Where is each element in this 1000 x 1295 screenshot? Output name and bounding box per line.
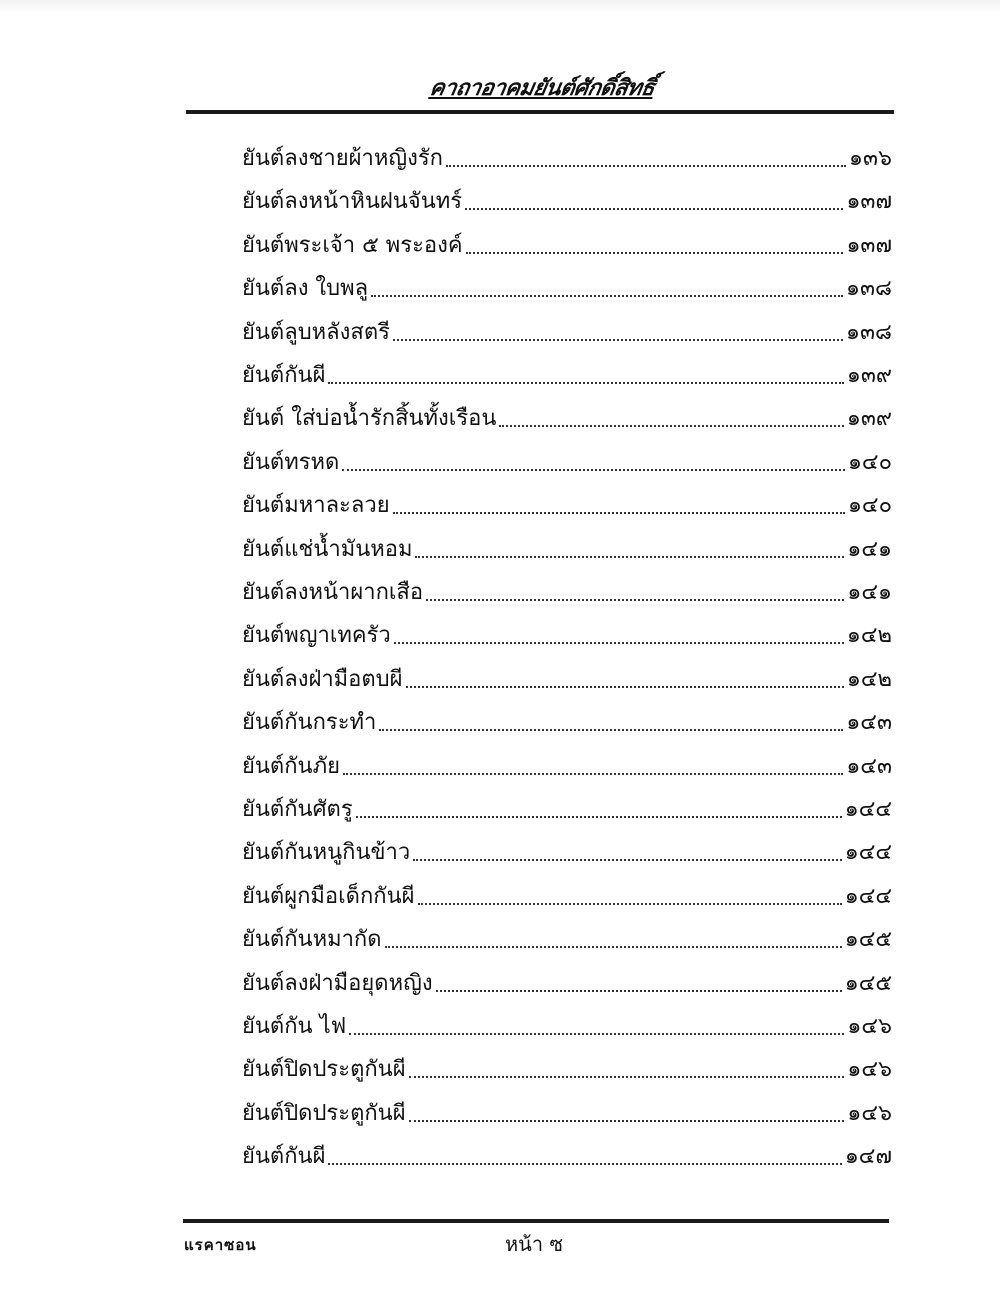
toc-dot-leader	[343, 773, 843, 775]
toc-dot-leader	[465, 208, 843, 210]
toc-dot-leader	[409, 1120, 845, 1122]
toc-entry	[242, 442, 892, 478]
toc-entry	[242, 615, 892, 651]
toc-entry-title: ยันต์กันกระทำ	[242, 710, 377, 736]
toc-entry-title: ยันต์ทรหด	[242, 449, 340, 475]
footer-rule	[183, 1219, 889, 1223]
toc-dot-leader	[415, 556, 844, 558]
toc-entry-title: ยันต์กันภัย	[242, 753, 340, 779]
toc-entry-title: ยันต์ลงหน้าหินฝนจันทร์	[242, 189, 463, 215]
toc-entry	[242, 963, 892, 999]
toc-entry-page: ๑๔๖	[847, 1057, 892, 1083]
toc-entry-page: ๑๔๕	[844, 927, 892, 953]
toc-entry-page: ๑๔๔	[844, 840, 892, 866]
toc-dot-leader	[466, 252, 844, 254]
toc-entry	[242, 312, 892, 348]
toc-entry	[242, 1006, 892, 1042]
toc-entry-title: ยันต์กันหมากัด	[242, 927, 382, 953]
toc-entry-title: ยันต์กันผี	[242, 363, 326, 388]
toc-entry-title: ยันต์ปิดประตูกันผี	[242, 1100, 406, 1126]
toc-entry	[242, 832, 892, 868]
toc-dot-leader	[393, 339, 843, 341]
toc-entry-title: ยันต์พระเจ้า ๕ พระองค์	[242, 232, 463, 258]
toc-entry	[242, 138, 892, 174]
toc-entry-title: ยันต์ผูกมือเด็กกันผี	[242, 883, 415, 909]
toc-entry-title: ยันต์กัน ไฟ	[242, 1014, 347, 1039]
toc-entry	[242, 746, 892, 782]
toc-entry	[242, 1049, 892, 1085]
toc-entry	[242, 529, 892, 565]
toc-entry-page: ๑๔๓	[846, 753, 892, 779]
toc-dot-leader	[418, 903, 842, 905]
toc-entry-title: ยันต์ ใส่บ่อน้ำรักสิ้นทั้งเรือน	[242, 406, 497, 432]
toc-entry	[242, 268, 892, 304]
toc-dot-leader	[356, 816, 842, 818]
toc-entry-page: ๑๔๕	[844, 970, 892, 996]
toc-entry-page: ๑๔๗	[844, 1144, 892, 1170]
toc-entry-page: ๑๔๐	[847, 493, 892, 519]
toc-entry-page: ๑๓๙	[846, 363, 892, 388]
toc-entry	[242, 1136, 892, 1172]
toc-dot-leader	[394, 642, 844, 644]
toc-entry-page: ๑๔๔	[844, 883, 892, 909]
toc-dot-leader	[413, 859, 842, 861]
publisher-logo: แรคาซอน	[184, 1236, 257, 1254]
toc-entry-page: ๑๔๖	[847, 1100, 892, 1126]
toc-entry	[242, 398, 892, 434]
toc-entry-page: ๑๔๒	[846, 623, 892, 649]
toc-entry	[242, 1093, 892, 1129]
toc-entry-title: ยันต์ปิดประตูกันผี	[242, 1057, 406, 1083]
toc-entry	[242, 181, 892, 217]
toc-entry-page: ๑๔๑	[847, 536, 892, 562]
toc-dot-leader	[385, 946, 842, 948]
toc-entry-page: ๑๓๗	[846, 189, 892, 215]
toc-dot-leader	[393, 512, 845, 514]
toc-entry-title: ยันต์กันศัตรู	[242, 797, 353, 822]
toc-entry-page: ๑๔๓	[846, 710, 892, 736]
toc-entry-title: ยันต์พญาเทครัว	[242, 623, 391, 649]
toc-entry-title: ยันต์แช่น้ำมันหอม	[242, 536, 413, 562]
toc-entry-title: ยันต์กันหนูกินข้าว	[242, 840, 411, 866]
toc-entry-page: ๑๓๗	[846, 232, 892, 258]
toc-entry-page: ๑๓๖	[849, 146, 892, 171]
toc-entry	[242, 355, 892, 391]
page-number-label: หน้า ซ	[505, 1232, 564, 1256]
book-title-header: คาถาอาคมยันต์ศักดิ์สิทธิ์	[427, 75, 657, 101]
toc-dot-leader	[342, 469, 845, 471]
toc-dot-leader	[371, 295, 843, 297]
toc-entry-title: ยันต์กันผี	[242, 1144, 326, 1170]
toc-entry-title: ยันต์ลง ใบพลู	[242, 276, 369, 302]
toc-entry-title: ยันต์ลงชายผ้าหญิงรัก	[242, 146, 443, 171]
toc-entry-title: ยันต์ลงหน้าผากเสือ	[242, 580, 424, 605]
toc-entry	[242, 225, 892, 261]
toc-dot-leader	[349, 1033, 844, 1035]
toc-entry	[242, 659, 892, 695]
toc-entry	[242, 572, 892, 608]
toc-entry	[242, 485, 892, 521]
toc-dot-leader	[328, 382, 843, 384]
toc-entry-page: ๑๓๘	[846, 319, 892, 345]
toc-entry-title: ยันต์ลูบหลังสตรี	[242, 319, 390, 345]
toc-entry	[242, 702, 892, 738]
toc-dot-leader	[379, 729, 843, 731]
toc-dot-leader	[499, 425, 843, 427]
toc-dot-leader	[426, 599, 844, 601]
toc-entry-page: ๑๔๒	[846, 666, 892, 692]
toc-entry	[242, 789, 892, 825]
toc-dot-leader	[446, 165, 846, 167]
toc-dot-leader	[436, 990, 842, 992]
toc-entry-page: ๑๔๐	[847, 449, 892, 475]
toc-entry-page: ๑๔๑	[847, 580, 892, 605]
toc-dot-leader	[328, 1163, 841, 1165]
toc-entry	[242, 919, 892, 955]
toc-entry-title: ยันต์ลงฝ่ามือยุดหญิง	[242, 970, 433, 996]
toc-entry-page: ๑๓๘	[846, 276, 892, 302]
toc-entry-page: ๑๔๔	[844, 797, 892, 822]
toc-entry	[242, 876, 892, 912]
toc-dot-leader	[406, 686, 844, 688]
toc-entry-title: ยันต์ลงฝ่ามือตบผี	[242, 666, 403, 692]
toc-entry-page: ๑๔๖	[847, 1014, 892, 1039]
toc-entry-title: ยันต์มหาละลวย	[242, 493, 390, 519]
toc-dot-leader	[409, 1076, 845, 1078]
toc-entry-page: ๑๓๙	[846, 406, 892, 432]
